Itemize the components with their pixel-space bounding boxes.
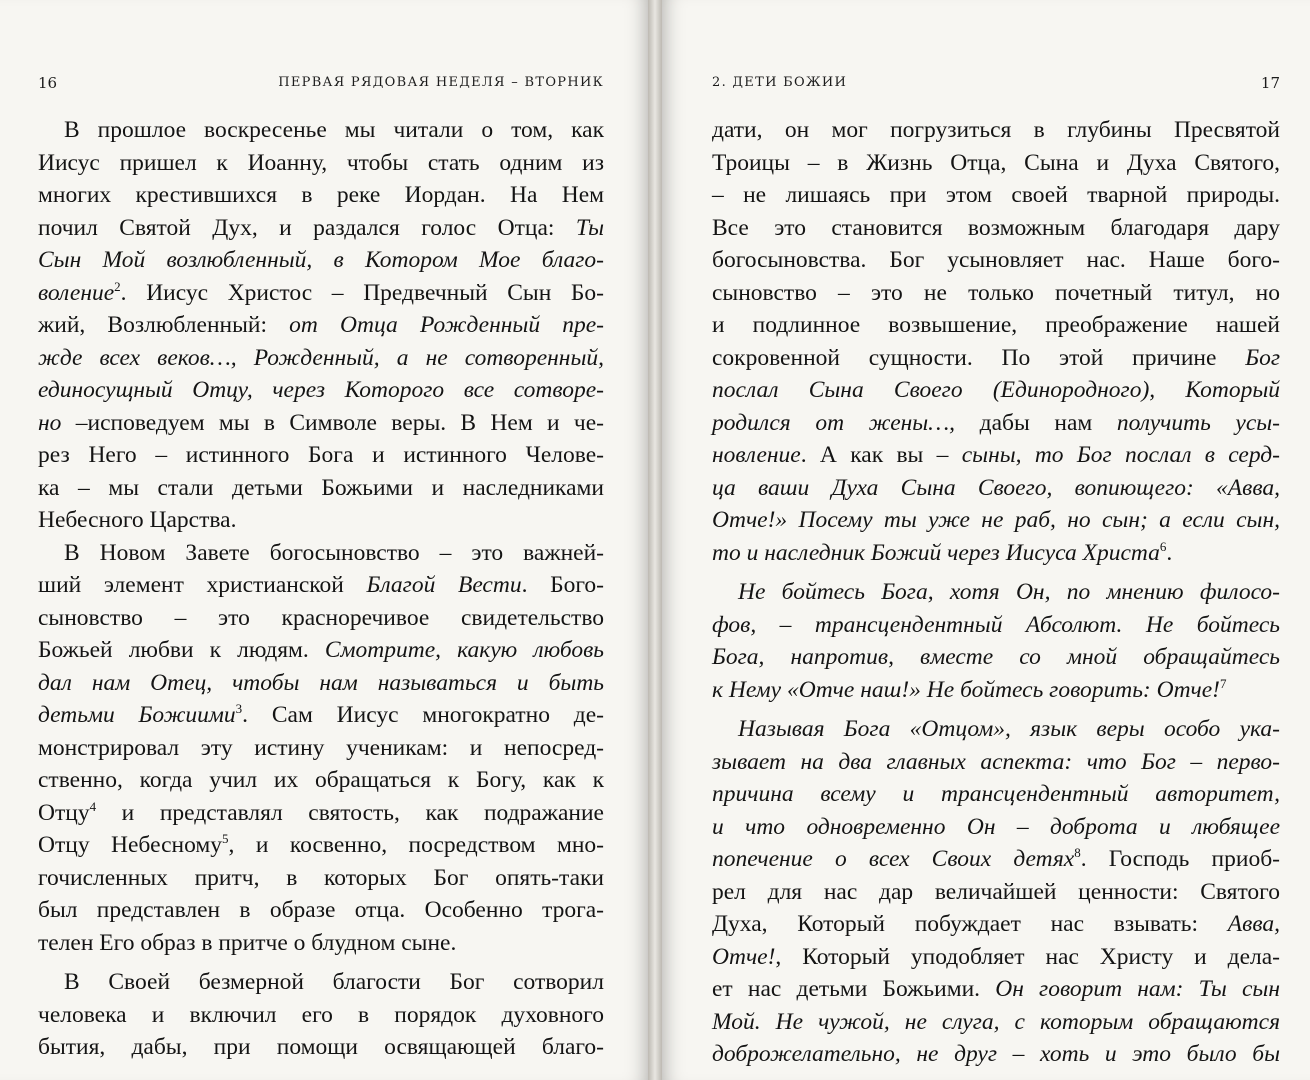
text-run: человека и включил его в порядок духовного xyxy=(38,1001,604,1028)
book-gutter xyxy=(648,0,662,1080)
text-line xyxy=(712,973,1280,1006)
text-line xyxy=(712,576,1280,609)
text-run: . Бого- xyxy=(521,572,604,598)
text-line xyxy=(38,602,604,635)
right-page-text xyxy=(712,114,1280,1071)
text-line xyxy=(712,609,1280,642)
text-run: телен Его образ в притче о блудном сыне. xyxy=(38,929,457,956)
text-line xyxy=(712,746,1280,779)
text-run: ственно, когда учил их обращаться к Богу, как к xyxy=(38,767,604,793)
text-run: дати, он мог погрузиться в глубины Пресвятой xyxy=(712,117,1280,143)
footnote-marker: 5 xyxy=(222,831,229,846)
italic-text: новление xyxy=(712,442,801,468)
italic-text: Ты xyxy=(575,214,604,241)
text-line xyxy=(38,277,604,310)
text-line xyxy=(712,1006,1280,1039)
text-line xyxy=(712,439,1280,472)
italic-text: детьми Божиими xyxy=(38,702,236,728)
italic-text: получить усы- xyxy=(1116,409,1281,436)
italic-text: к Нему «Отче наш!» Не бойтесь говорить: Отче! xyxy=(712,676,1221,703)
text-run: дабы нам xyxy=(955,409,1117,436)
text-line xyxy=(712,504,1280,537)
italic-text: Благой Вести xyxy=(366,572,522,598)
text-line xyxy=(38,504,604,537)
text-line xyxy=(712,114,1280,147)
italic-text: Отче! xyxy=(712,943,776,970)
italic-text: и что одновременно Он – доброта и любящее xyxy=(712,813,1280,840)
italic-text: воление xyxy=(38,279,115,306)
text-line xyxy=(38,927,604,960)
italic-text: сыны, то Бог послал в серд- xyxy=(961,442,1280,468)
italic-text: жде всех веков…, Рожденный, а не сотворенный, xyxy=(38,344,604,371)
text-run: и подлинное возвышение, преображение нашей xyxy=(712,312,1280,338)
text-line xyxy=(38,472,604,505)
text-line xyxy=(38,569,604,602)
text-run: жий, Возлюбленный: xyxy=(38,312,290,338)
text-line xyxy=(712,342,1280,375)
italic-text: Он говорит нам: Ты сын xyxy=(995,976,1280,1002)
italic-text: Отче!» Посему ты уже не раб, но сын; а если сын, xyxy=(712,507,1280,533)
italic-text: послал Сына Своего (Единородного), Который xyxy=(712,377,1280,403)
text-run: , и косвенно, посредством мно- xyxy=(228,832,605,858)
text-line xyxy=(38,1031,604,1064)
text-line xyxy=(712,244,1280,277)
footnote-marker: 7 xyxy=(1220,675,1227,691)
text-run: рез Него – истинного Бога и истинного Челове- xyxy=(38,442,604,468)
text-run: богосыновства. Бог усыновляет нас. Наше бого- xyxy=(712,247,1280,273)
page-number: 16 xyxy=(38,74,58,92)
text-line xyxy=(38,862,604,895)
italic-text: Смотрите, какую любовь xyxy=(324,637,604,663)
page-number: 17 xyxy=(1260,74,1280,92)
italic-text: доброжелательно, не друг – хоть и это было бы xyxy=(712,1041,1280,1067)
text-line xyxy=(38,634,604,667)
text-run: Отцу Небесному xyxy=(38,832,223,858)
text-run: – не лишаясь при этом своей тварной природы. xyxy=(712,182,1280,208)
text-run: , Который уподобляет нас Христу и дела- xyxy=(775,943,1280,970)
text-run: Небесного Царства. xyxy=(38,507,237,533)
text-run: Божьей любви к людям. xyxy=(38,637,325,663)
running-title: ПЕРВАЯ РЯДОВАЯ НЕДЕЛЯ – ВТОРНИК xyxy=(278,75,604,90)
text-run: Духа, Который побуждает нас взывать: xyxy=(712,911,1228,937)
text-run: . Сам Иисус многократно де- xyxy=(242,702,604,728)
text-run: и представлял святость, как подражание xyxy=(96,799,604,826)
text-line xyxy=(712,1038,1280,1071)
text-run: Иисус пришел к Иоанну, чтобы стать одним из xyxy=(38,149,604,176)
text-line xyxy=(712,407,1280,440)
text-line xyxy=(38,309,604,342)
italic-text: причина всему и трансцендентный авторитет, xyxy=(712,781,1280,807)
text-line xyxy=(712,212,1280,245)
right-page xyxy=(662,0,1310,1080)
text-run: ший элемент христианской xyxy=(38,572,367,598)
text-run: сыновство – это красноречивое свидетельство xyxy=(38,604,604,631)
text-run: сыновство – это не только почетный титул, но xyxy=(712,279,1280,306)
text-line xyxy=(712,811,1280,844)
text-line xyxy=(712,778,1280,811)
italic-text: Не бойтесь Бога, хотя Он, по мнению филосо- xyxy=(738,579,1280,605)
text-line xyxy=(712,876,1280,909)
text-run: В Новом Завете богосыновство – это важней- xyxy=(64,539,604,566)
text-line xyxy=(38,699,604,732)
italic-text: ца ваши Духа Сына Своего, вопиющего: «Авва, xyxy=(712,474,1280,501)
text-line xyxy=(712,537,1280,570)
text-line xyxy=(38,407,604,440)
italic-text: единосущный Отцу, через Которого все сотворе- xyxy=(38,377,604,403)
right-running-head xyxy=(712,70,1280,110)
footnote-marker: 8 xyxy=(1074,845,1081,860)
left-page-text xyxy=(38,114,604,1064)
italic-text: дал нам Отец, чтобы нам называться и быть xyxy=(38,669,604,696)
text-line xyxy=(712,374,1280,407)
italic-text: Бог xyxy=(1245,344,1280,371)
text-line xyxy=(38,147,604,180)
text-line xyxy=(38,244,604,277)
italic-text: Бога, напротив, вместе со мной обращайтесь xyxy=(712,644,1280,670)
text-run: почил Святой Дух, и раздался голос Отца: xyxy=(38,214,576,241)
text-line xyxy=(38,966,604,999)
text-run: рел для нас дар величайшей ценности: Святого xyxy=(712,878,1280,905)
text-run: был представлен в образе отца. Особенно трога- xyxy=(38,897,604,923)
italic-text: Сын Мой возлюбленный, в Котором Мое благо- xyxy=(38,247,604,273)
italic-text: попечение о всех Своих детях xyxy=(712,846,1075,872)
text-run: ка – мы стали детьми Божьими и наследниками xyxy=(38,474,604,501)
text-run: –исповедуем мы в Символе веры. В Нем и че- xyxy=(61,409,604,436)
text-line xyxy=(712,277,1280,310)
text-run: Троицы – в Жизнь Отца, Сына и Духа Святого, xyxy=(712,149,1280,176)
text-line xyxy=(38,894,604,927)
text-run: Все это становится возможным благодаря дару xyxy=(712,214,1280,241)
text-run: . А как вы – xyxy=(800,442,962,468)
text-line xyxy=(712,843,1280,876)
footnote-marker: 6 xyxy=(1159,538,1167,554)
footnote-marker: 2 xyxy=(114,278,121,294)
text-line xyxy=(38,537,604,570)
italic-text: но xyxy=(38,409,62,436)
left-running-head xyxy=(38,70,604,110)
text-line xyxy=(38,999,604,1032)
italic-text: Мой. Не чужой, не слуга, с которым обращаются xyxy=(712,1008,1280,1035)
text-line xyxy=(38,797,604,830)
text-run: сокровенной сущности. По этой причине xyxy=(712,344,1246,371)
running-title: 2. ДЕТИ БОЖИИ xyxy=(712,75,848,90)
text-line xyxy=(38,114,604,147)
text-line xyxy=(712,941,1280,974)
italic-text: фов, – трансцендентный Абсолют. Не бойтесь xyxy=(712,611,1280,638)
text-line xyxy=(38,439,604,472)
text-line xyxy=(38,764,604,797)
italic-text: Авва, xyxy=(1227,911,1280,937)
text-line xyxy=(38,732,604,765)
text-run: В Своей безмерной благости Бог сотворил xyxy=(64,969,604,995)
text-run: . Иисус Христос – Предвечный Сын Бо- xyxy=(120,279,604,306)
text-line xyxy=(712,147,1280,180)
text-run: В прошлое воскресенье мы читали о том, как xyxy=(64,117,604,143)
italic-text: Называя Бога «Отцом», язык веры особо ука- xyxy=(738,716,1280,742)
text-line xyxy=(712,472,1280,505)
text-line xyxy=(712,674,1280,707)
text-line xyxy=(38,374,604,407)
text-run: гочисленных притч, в которых Бог опять-таки xyxy=(38,864,604,891)
text-run: многих крестившихся в реке Иордан. На Нем xyxy=(38,182,604,208)
italic-text: родился от жены…, xyxy=(712,409,955,436)
text-line xyxy=(38,667,604,700)
text-line xyxy=(712,641,1280,674)
text-line xyxy=(712,908,1280,941)
text-run: . Господь приоб- xyxy=(1080,846,1280,872)
text-line xyxy=(712,309,1280,342)
italic-text: зывает на два главных аспекта: что Бог – перво- xyxy=(712,748,1280,775)
text-run: монстрировал эту истину ученикам: и непосред- xyxy=(38,734,604,761)
text-line xyxy=(38,212,604,245)
footnote-marker: 4 xyxy=(89,798,97,814)
text-line xyxy=(38,829,604,862)
text-run: . xyxy=(1166,539,1173,566)
text-line xyxy=(712,713,1280,746)
italic-text: от Отца Рожденный пре- xyxy=(289,312,604,338)
footnote-marker: 3 xyxy=(235,701,243,716)
text-run: ет нас детьми Божьими. xyxy=(712,976,996,1002)
text-run: Отцу xyxy=(38,799,90,826)
text-line xyxy=(38,342,604,375)
text-line xyxy=(712,179,1280,212)
left-page xyxy=(0,0,648,1080)
text-line xyxy=(38,179,604,212)
italic-text: то и наследник Божий через Иисуса Христа xyxy=(712,539,1160,566)
text-run: бытия, дабы, при помощи освящающей благо- xyxy=(38,1034,604,1060)
